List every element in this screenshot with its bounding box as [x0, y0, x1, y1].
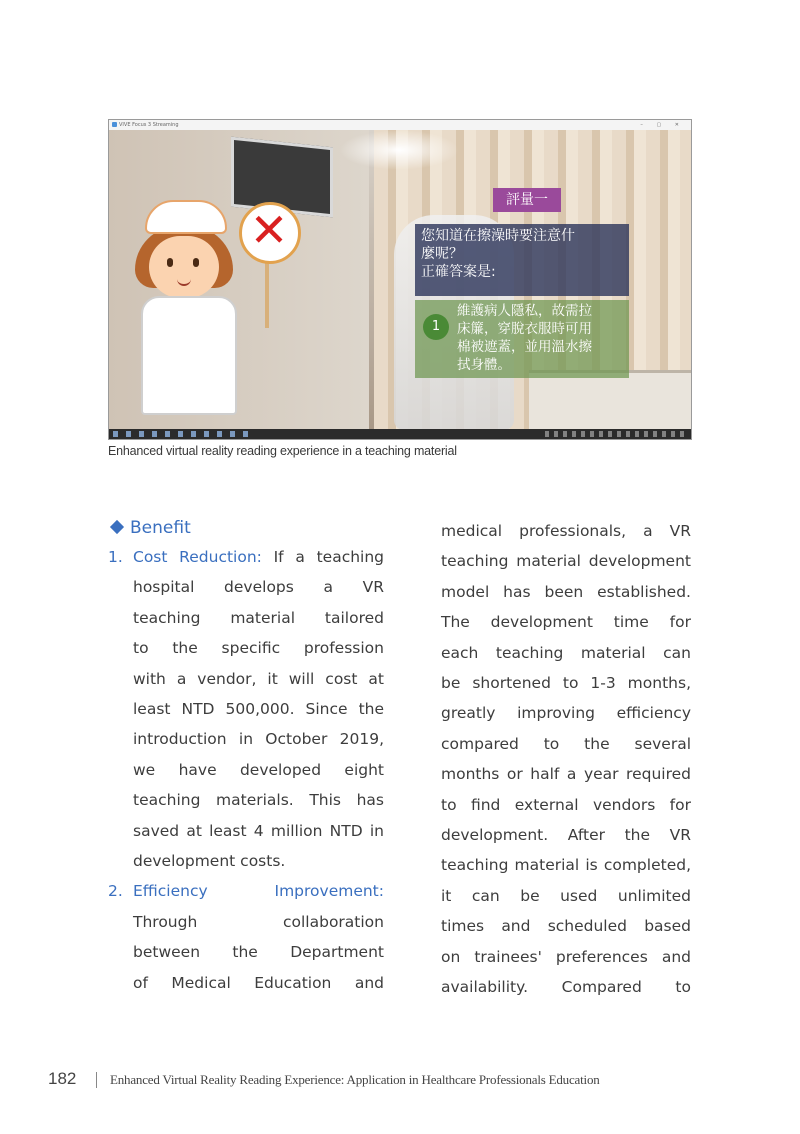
- ceiling-light: [339, 130, 459, 170]
- page-footer: [48, 1069, 748, 1093]
- list-number: 1.: [108, 548, 123, 566]
- body-line: Through collaboration: [133, 912, 384, 931]
- nurse-eye-right: [193, 258, 199, 267]
- list-item-lead: Efficiency Improvement:: [133, 882, 384, 901]
- figure-caption: Enhanced virtual reality reading experience in a teaching material: [108, 444, 457, 458]
- list-item-efficiency: [108, 876, 384, 998]
- page-number: 182: [48, 1069, 77, 1088]
- body-line: be shortened to 1-3 months,: [441, 674, 691, 693]
- nurse-uniform: [141, 296, 237, 415]
- list-item-cost-reduction: [108, 542, 384, 876]
- answer-label: 正確答案是:: [421, 264, 496, 280]
- question-line-1: 您知道在擦澡時要注意什: [421, 228, 575, 244]
- footer-divider: [96, 1072, 97, 1088]
- section-heading-text: Benefit: [130, 518, 191, 538]
- taskbar-tray-icons: [545, 431, 685, 437]
- question-line-2: 麼呢？: [421, 246, 463, 262]
- body-line: hospital develops a VR: [133, 578, 384, 597]
- answer-line: 維護病人隱私，故需拉: [457, 303, 592, 319]
- body-line: times and scheduled based: [441, 917, 691, 936]
- window-controls: – ▢ ✕: [640, 122, 685, 128]
- body-line: development costs.: [133, 852, 286, 871]
- body-line: months or half a year required: [441, 765, 691, 784]
- window-title: VIVE Focus 3 Streaming: [119, 122, 179, 128]
- question-panel: [415, 224, 629, 296]
- nurse-face: [149, 236, 219, 298]
- body-line: teaching material is completed,: [441, 856, 691, 875]
- nurse-cap: [145, 200, 227, 234]
- patient-bed: [529, 370, 692, 433]
- diamond-icon: [110, 520, 124, 534]
- body-line: teaching material development: [441, 552, 691, 571]
- body-line: with a vendor, it will cost at: [133, 669, 384, 688]
- body-line: we have developed eight: [133, 760, 384, 779]
- body-line: greatly improving efficiency: [441, 704, 691, 723]
- body-line: teaching material tailored: [133, 608, 384, 627]
- taskbar-app-icons: [113, 431, 253, 437]
- assessment-badge: 評量一: [493, 188, 561, 212]
- body-line: of Medical Education and: [133, 973, 384, 992]
- sign-stick: [265, 258, 269, 328]
- vr-screenshot-figure: [108, 119, 692, 440]
- answer-line: 棉被遮蓋，並用溫水擦: [457, 339, 592, 355]
- answer-line: 床簾，穿脫衣服時可用: [457, 321, 592, 337]
- body-line: medical professionals, a VR: [441, 522, 691, 540]
- body-line: introduction in October 2019,: [133, 730, 384, 749]
- answer-number-badge: 1: [423, 314, 449, 340]
- body-line: teaching materials. This has: [133, 791, 384, 810]
- windows-taskbar: [109, 429, 691, 439]
- body-line: it can be used unlimited: [441, 886, 691, 905]
- list-item-lead: Cost Reduction:: [133, 548, 262, 566]
- body-line: between the Department: [133, 943, 384, 962]
- body-line: least NTD 500,000. Since the: [133, 700, 384, 719]
- body-line: to find external vendors for: [441, 795, 691, 814]
- body-line: compared to the several: [441, 734, 691, 753]
- body-line: on trainees' preferences and: [441, 947, 691, 966]
- body-line: model has been established.: [441, 582, 691, 601]
- cross-icon: ✕: [249, 203, 289, 257]
- nurse-eye-left: [167, 258, 173, 267]
- list-number: 2.: [108, 882, 123, 901]
- body-line: each teaching material can: [441, 643, 691, 662]
- app-icon: [112, 122, 117, 127]
- right-column: [441, 516, 691, 1003]
- answer-panel: [415, 300, 629, 378]
- body-line: to the specific profession: [133, 639, 384, 658]
- hospital-room-scene: [109, 130, 691, 431]
- nurse-mouth: [177, 278, 191, 286]
- body-line: If a teaching: [261, 548, 385, 566]
- window-titlebar: [109, 120, 691, 130]
- body-line: development. After the VR: [441, 826, 691, 845]
- body-line: availability. Compared to: [441, 978, 691, 997]
- answer-line: 拭身體。: [457, 357, 511, 373]
- cartoon-nurse-illustration: [121, 200, 289, 431]
- left-column: [108, 514, 384, 998]
- body-line: saved at least 4 million NTD in: [133, 821, 384, 840]
- running-title: Enhanced Virtual Reality Reading Experience: Application in Healthcare Professionals Education: [110, 1072, 600, 1087]
- section-heading: [108, 514, 384, 542]
- body-line: The development time for: [441, 613, 691, 632]
